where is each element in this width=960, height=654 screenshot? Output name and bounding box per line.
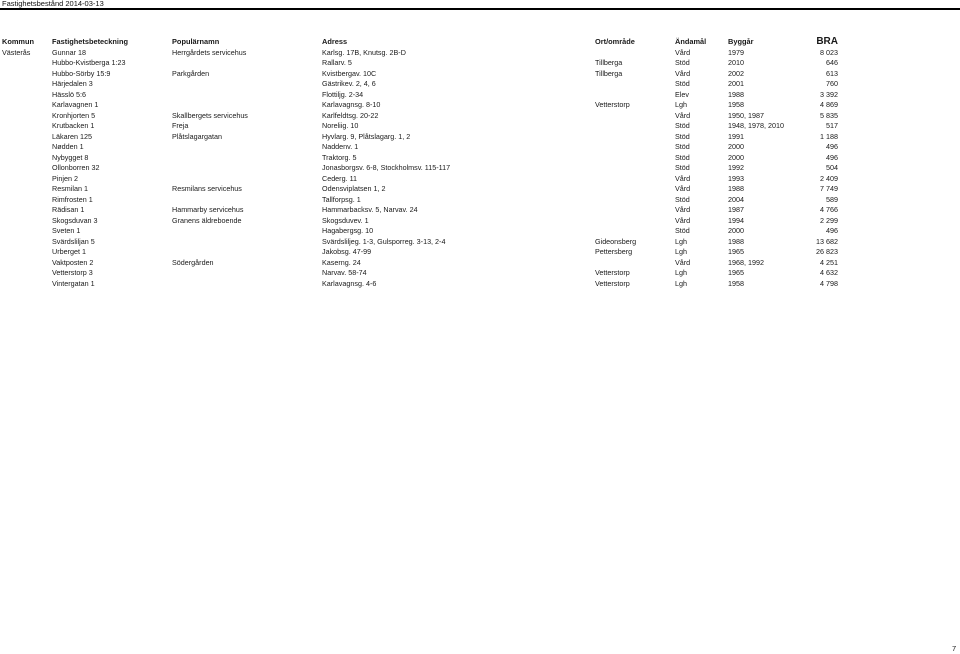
cell-popularnamn — [170, 58, 320, 69]
cell-adress: Traktorg. 5 — [322, 152, 357, 162]
table-row — [0, 163, 840, 174]
cell-fastighetsbeteckning: Hubbo-Kvistberga 1:23 — [52, 58, 126, 67]
table-row — [0, 268, 840, 279]
cell-popularnamn — [170, 100, 320, 111]
cell-popularnamn: Resmilans servicehus — [172, 184, 242, 193]
table-row — [0, 226, 840, 237]
cell-andamal: Vård — [675, 184, 691, 193]
cell-kommun — [0, 194, 50, 205]
cell-byggar: 2002 — [728, 68, 744, 78]
cell-andamal: Vård — [675, 68, 691, 78]
cell-kommun — [0, 247, 50, 258]
table-body — [0, 47, 840, 289]
cell-adress: Narvav. 58-74 — [322, 268, 367, 277]
cell-kommun — [0, 226, 50, 237]
cell-ort-omrade: Vetterstorp — [595, 278, 630, 288]
cell-andamal: Stöd — [675, 58, 690, 67]
cell-fastighetsbeteckning: Läkaren 125 — [52, 131, 92, 141]
cell-byggar: 1994 — [728, 215, 744, 225]
cell-ort-omrade — [593, 131, 673, 142]
table-row — [0, 152, 840, 163]
cell-popularnamn: Herrgårdets servicehus — [172, 47, 247, 57]
cell-adress: Jonasborgsv. 6-8, Stockholmsv. 115-117 — [322, 163, 451, 172]
page-number: 7 — [952, 644, 957, 653]
cell-ort-omrade — [593, 142, 673, 153]
cell-andamal: Stöd — [675, 226, 690, 235]
cell-byggar: 1968, 1992 — [728, 257, 764, 267]
cell-bra: 4 798 — [820, 278, 838, 288]
cell-kommun — [0, 215, 50, 226]
cell-ort-omrade: Gideonsberg — [595, 236, 637, 246]
cell-fastighetsbeteckning: Vaktposten 2 — [52, 257, 94, 267]
cell-kommun — [0, 131, 50, 142]
cell-adress: Hyvlarg. 9, Plåtslagarg. 1, 2 — [322, 131, 411, 141]
cell-byggar: 1958 — [728, 278, 744, 288]
table-row — [0, 236, 840, 247]
cell-kommun — [0, 278, 50, 289]
cell-byggar: 1988 — [728, 184, 744, 193]
cell-andamal: Lgh — [675, 236, 687, 246]
cell-andamal: Vård — [675, 257, 691, 267]
cell-bra: 496 — [826, 226, 838, 235]
cell-bra: 2 299 — [820, 215, 838, 225]
cell-popularnamn — [170, 142, 320, 153]
table-row — [0, 89, 840, 100]
cell-byggar: 2000 — [728, 142, 744, 151]
column-header-ort-omrade: Ort/område — [595, 37, 635, 46]
cell-adress: Rallarv. 5 — [322, 58, 352, 67]
cell-bra: 1 188 — [820, 131, 838, 141]
column-header-byggar: Byggår — [728, 37, 754, 46]
cell-byggar: 2010 — [728, 58, 744, 67]
column-header-adress: Adress — [322, 37, 348, 46]
table-row — [0, 173, 840, 184]
cell-fastighetsbeteckning: Skogsduvan 3 — [52, 215, 98, 225]
cell-kommun — [0, 173, 50, 184]
cell-byggar: 1965 — [728, 247, 744, 256]
cell-popularnamn: Freja — [172, 121, 189, 130]
cell-kommun — [0, 205, 50, 216]
cell-andamal: Lgh — [675, 268, 687, 277]
cell-fastighetsbeteckning: Resmilan 1 — [52, 184, 88, 193]
cell-kommun — [0, 163, 50, 174]
cell-andamal: Vård — [675, 205, 691, 214]
cell-fastighetsbeteckning: Rädisan 1 — [52, 205, 85, 214]
cell-fastighetsbeteckning: Pinjen 2 — [52, 173, 78, 183]
cell-fastighetsbeteckning: Vintergatan 1 — [52, 278, 95, 288]
cell-bra: 26 823 — [816, 247, 838, 256]
cell-adress: Svärdsliljeg. 1-3, Gulsporreg. 3-13, 2-4 — [322, 236, 446, 246]
property-table — [0, 36, 840, 289]
cell-andamal: Vård — [675, 47, 691, 57]
cell-andamal: Vård — [675, 215, 691, 225]
cell-byggar: 1987 — [728, 205, 744, 214]
cell-bra: 589 — [826, 194, 838, 204]
cell-bra: 613 — [826, 68, 838, 78]
cell-fastighetsbeteckning: Karlavagnen 1 — [52, 100, 99, 109]
cell-ort-omrade — [593, 89, 673, 100]
document-header — [0, 0, 960, 10]
cell-bra: 760 — [826, 79, 838, 88]
cell-adress: Tallforpsg. 1 — [322, 194, 361, 204]
cell-popularnamn: Södergården — [172, 257, 214, 267]
cell-andamal: Stöd — [675, 131, 690, 141]
cell-bra: 4 766 — [820, 205, 838, 214]
cell-fastighetsbeteckning: Svärdsliljan 5 — [52, 236, 95, 246]
cell-ort-omrade: Vetterstorp — [595, 100, 630, 109]
cell-popularnamn — [170, 226, 320, 237]
cell-popularnamn — [170, 152, 320, 163]
table-row — [0, 257, 840, 268]
cell-adress: Odensviplatsen 1, 2 — [322, 184, 386, 193]
cell-bra: 13 682 — [816, 236, 838, 246]
cell-popularnamn — [170, 194, 320, 205]
cell-byggar: 2000 — [728, 152, 744, 162]
cell-fastighetsbeteckning: Hässlö 5:6 — [52, 89, 86, 99]
table-row — [0, 100, 840, 111]
cell-ort-omrade: Vetterstorp — [595, 268, 630, 277]
cell-bra: 496 — [826, 142, 838, 151]
cell-fastighetsbeteckning: Urberget 1 — [52, 247, 86, 256]
table-header-row — [0, 36, 840, 47]
cell-adress: Hagabergsg. 10 — [322, 226, 374, 235]
cell-byggar: 1950, 1987 — [728, 110, 764, 120]
cell-ort-omrade — [593, 173, 673, 184]
cell-kommun — [0, 152, 50, 163]
cell-bra: 7 749 — [820, 184, 838, 193]
cell-fastighetsbeteckning: Nødden 1 — [52, 142, 84, 151]
cell-bra: 3 392 — [820, 89, 838, 99]
cell-byggar: 2000 — [728, 226, 744, 235]
cell-adress: Karlavagnsg. 8-10 — [322, 100, 381, 109]
cell-adress: Noreliig. 10 — [322, 121, 359, 130]
cell-popularnamn — [170, 79, 320, 90]
cell-bra: 2 409 — [820, 173, 838, 183]
cell-adress: Kvistbergav. 10C — [322, 68, 377, 78]
cell-adress: Flottiljg. 2-34 — [322, 89, 364, 99]
cell-byggar: 1992 — [728, 163, 744, 172]
cell-byggar: 2004 — [728, 194, 744, 204]
cell-ort-omrade — [593, 163, 673, 174]
cell-popularnamn: Granens äldreboende — [172, 215, 242, 225]
column-header-popularnamn: Populärnamn — [172, 37, 220, 46]
cell-popularnamn: Parkgården — [172, 68, 210, 78]
cell-bra: 5 835 — [820, 110, 838, 120]
cell-ort-omrade: Tillberga — [595, 58, 623, 67]
cell-byggar: 1948, 1978, 2010 — [728, 121, 784, 130]
cell-bra: 4 251 — [820, 257, 838, 267]
cell-popularnamn: Plåtslagargatan — [172, 131, 222, 141]
table-row — [0, 58, 840, 69]
column-header-fastighetsbeteckning: Fastighetsbeteckning — [52, 37, 128, 46]
cell-popularnamn — [170, 173, 320, 184]
cell-byggar: 1988 — [728, 89, 744, 99]
table-row — [0, 247, 840, 258]
cell-ort-omrade — [593, 152, 673, 163]
cell-fastighetsbeteckning: Hubbo-Sörby 15:9 — [52, 68, 111, 78]
cell-fastighetsbeteckning: Ollonborren 32 — [52, 163, 100, 172]
cell-andamal: Stöd — [675, 152, 690, 162]
cell-ort-omrade — [593, 47, 673, 58]
cell-byggar: 1979 — [728, 47, 744, 57]
table-row — [0, 47, 840, 58]
table-row — [0, 278, 840, 289]
column-header-andamal: Ändamål — [675, 37, 707, 46]
cell-byggar: 1993 — [728, 173, 744, 183]
table-row — [0, 79, 840, 90]
cell-bra: 496 — [826, 152, 838, 162]
table-row — [0, 184, 840, 195]
cell-ort-omrade — [593, 226, 673, 237]
cell-andamal: Stöd — [675, 121, 690, 130]
cell-popularnamn — [170, 247, 320, 258]
cell-ort-omrade — [593, 79, 673, 90]
cell-fastighetsbeteckning: Kronhjorten 5 — [52, 110, 96, 120]
table-row — [0, 68, 840, 79]
table-row — [0, 142, 840, 153]
cell-popularnamn: Skallbergets servicehus — [172, 110, 248, 120]
cell-andamal: Lgh — [675, 100, 687, 109]
table-row — [0, 131, 840, 142]
cell-bra: 517 — [826, 121, 838, 130]
cell-adress: Skogsduvev. 1 — [322, 215, 369, 225]
header-rule — [0, 8, 960, 10]
cell-adress: Kaserng. 24 — [322, 257, 361, 267]
cell-fastighetsbeteckning: Härjedalen 3 — [52, 79, 93, 88]
cell-ort-omrade: Pettersberg — [595, 247, 633, 256]
table-row — [0, 194, 840, 205]
cell-andamal: Lgh — [675, 247, 687, 256]
cell-ort-omrade — [593, 184, 673, 195]
cell-andamal: Lgh — [675, 278, 687, 288]
cell-bra: 646 — [826, 58, 838, 67]
cell-fastighetsbeteckning: Krutbacken 1 — [52, 121, 95, 130]
cell-ort-omrade: Tillberga — [595, 68, 623, 78]
cell-kommun — [0, 268, 50, 279]
cell-ort-omrade — [593, 121, 673, 132]
cell-bra: 4 632 — [820, 268, 838, 277]
cell-adress: Karlavagnsg. 4-6 — [322, 278, 377, 288]
cell-bra: 4 869 — [820, 100, 838, 109]
cell-byggar: 1965 — [728, 268, 744, 277]
cell-byggar: 1958 — [728, 100, 744, 109]
cell-kommun — [0, 58, 50, 69]
column-header-bra: BRA — [816, 36, 838, 47]
cell-bra: 504 — [826, 163, 838, 172]
cell-fastighetsbeteckning: Vetterstorp 3 — [52, 268, 93, 277]
cell-kommun — [0, 79, 50, 90]
cell-adress: Naddenv. 1 — [322, 142, 359, 151]
cell-byggar: 1991 — [728, 131, 744, 141]
table-row — [0, 215, 840, 226]
cell-kommun — [0, 100, 50, 111]
cell-fastighetsbeteckning: Rimfrosten 1 — [52, 194, 93, 204]
cell-kommun — [0, 184, 50, 195]
cell-byggar: 2001 — [728, 79, 744, 88]
cell-kommun: Västerås — [2, 47, 31, 57]
cell-fastighetsbeteckning: Nybygget 8 — [52, 152, 89, 162]
cell-andamal: Stöd — [675, 142, 690, 151]
cell-popularnamn — [170, 163, 320, 174]
cell-adress: Jakobsg. 47-99 — [322, 247, 372, 256]
cell-andamal: Elev — [675, 89, 689, 99]
cell-popularnamn — [170, 236, 320, 247]
cell-popularnamn — [170, 268, 320, 279]
cell-adress: Gästrikev. 2, 4, 6 — [322, 79, 376, 88]
table-row — [0, 121, 840, 132]
cell-kommun — [0, 257, 50, 268]
cell-popularnamn: Hammarby servicehus — [172, 205, 244, 214]
cell-adress: Karlsg. 17B, Knutsg. 2B-D — [322, 47, 406, 57]
cell-kommun — [0, 68, 50, 79]
table-row — [0, 205, 840, 216]
cell-fastighetsbeteckning: Gunnar 18 — [52, 47, 86, 57]
cell-andamal: Vård — [675, 173, 691, 183]
cell-kommun — [0, 89, 50, 100]
cell-kommun — [0, 142, 50, 153]
cell-kommun — [0, 236, 50, 247]
cell-popularnamn — [170, 278, 320, 289]
cell-fastighetsbeteckning: Sveten 1 — [52, 226, 81, 235]
document-title: Fastighetsbestånd 2014-03-13 — [2, 0, 104, 8]
cell-kommun — [0, 110, 50, 121]
cell-popularnamn — [170, 89, 320, 100]
cell-ort-omrade — [593, 110, 673, 121]
table-row — [0, 110, 840, 121]
cell-byggar: 1988 — [728, 236, 744, 246]
cell-ort-omrade — [593, 205, 673, 216]
cell-ort-omrade — [593, 257, 673, 268]
cell-andamal: Stöd — [675, 163, 690, 172]
column-header-kommun: Kommun — [2, 37, 35, 46]
cell-adress: Hammarbacksv. 5, Narvav. 24 — [322, 205, 418, 214]
cell-adress: Cederg. 11 — [322, 173, 358, 183]
cell-andamal: Vård — [675, 110, 691, 120]
cell-andamal: Stöd — [675, 194, 690, 204]
cell-andamal: Stöd — [675, 79, 690, 88]
cell-ort-omrade — [593, 215, 673, 226]
cell-ort-omrade — [593, 194, 673, 205]
cell-adress: Karlfeldtsg. 20-22 — [322, 110, 379, 120]
cell-kommun — [0, 121, 50, 132]
cell-bra: 8 023 — [820, 47, 838, 57]
